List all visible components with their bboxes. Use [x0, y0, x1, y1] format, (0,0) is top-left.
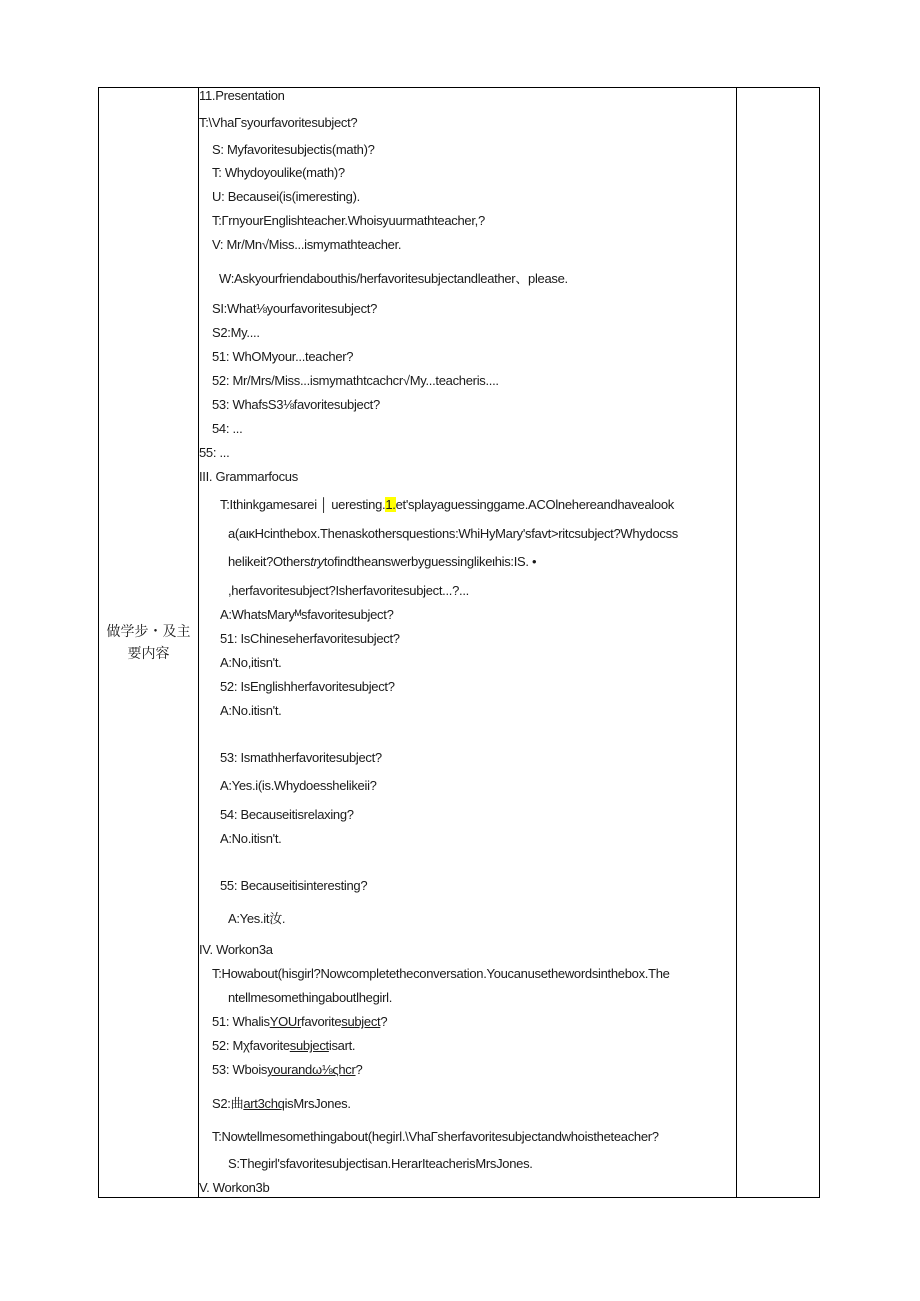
instruction-line: ,herfavoritesubject?Isherfavoritesubject...?... — [228, 583, 469, 598]
dialogue-line — [212, 1093, 351, 1112]
dialogue-line: 53: Ismathherfavoritesubject? — [220, 750, 382, 765]
dialogue-line: A:Yes.i(is.Whydoesshelikeii? — [220, 778, 377, 793]
heading-presentation: 11.Presentation — [199, 88, 285, 103]
dialogue-line: A:Yes.it汝. — [228, 911, 286, 926]
dialogue-line: SI:What⅛yourfavoritesubject? — [212, 301, 378, 316]
text-segment: 53: Wbois — [212, 1062, 268, 1077]
section-label-line: 要内容 — [127, 645, 170, 661]
instruction-line: T:Nowtellmesomethingabout(hegirl.\VhaГsherfavoritesubjectandwhoistheteacher? — [212, 1129, 659, 1144]
fill-in-blank: YOUr — [269, 1014, 302, 1029]
fill-in-blank: subject — [341, 1014, 381, 1029]
dialogue-line: 52: Mr/Mrs/Miss...ismymathtcachcr√My...teacheris.... — [212, 373, 499, 388]
dialogue-line — [212, 1062, 362, 1077]
dialogue-line: V: Mr/Mn√Miss...ismymathteacher. — [212, 237, 402, 252]
text-segment: isMrsJones. — [284, 1096, 351, 1111]
text-segment: ? — [355, 1062, 363, 1077]
instruction-line — [228, 554, 536, 569]
text-segment: 52: Mχfavorite — [212, 1038, 290, 1053]
column-divider — [198, 88, 199, 1197]
instruction-line: a(aικHcinthebox.Thenaskothersquestions:WhiHyMary'sfavt>ritcsubject?Whydocss — [228, 526, 678, 541]
dialogue-line: 54: ... — [212, 421, 243, 436]
instruction-line: W:Askyourfriendabouthis/herfavoritesubjectandleather、please. — [219, 271, 568, 286]
lesson-table — [98, 87, 820, 1198]
dialogue-line: 54: Becauseitisrelaxing? — [220, 807, 354, 822]
fill-in-blank: yourandω⅛ςhcr — [267, 1062, 356, 1077]
text-segment: isart. — [328, 1038, 356, 1053]
dialogue-line: A:WhatsMaryᴹsfavoritesubject? — [220, 607, 394, 622]
dialogue-line: 53: WhafsS3⅛favoritesubject? — [212, 397, 380, 412]
dialogue-line: T: Whydoyoulike(math)? — [212, 165, 345, 180]
italic-text: try — [310, 554, 324, 569]
heading-work-on-3a: IV. Workon3a — [199, 942, 273, 957]
instruction-line: T:Howabout(hisgirl?Nowcompletetheconversation.Youcanusethewordsinthebox.The — [212, 966, 670, 981]
instruction-line: ntellmesomethingaboutlhegirl. — [228, 990, 393, 1005]
highlighted-text: 1. — [385, 497, 396, 512]
text-segment: tofindtheanswerbyguessinglikeιhis:IS. • — [323, 554, 537, 569]
fill-in-blank: subject — [289, 1038, 329, 1053]
dialogue-line: S: Myfavoritesubjectis(math)? — [212, 142, 375, 157]
dialogue-line: 52: IsEnglishherfavoritesubject? — [220, 679, 395, 694]
text-segment: T:Ithinkgamesarei │ ueresting. — [220, 497, 386, 512]
instruction-line — [220, 497, 674, 512]
text-segment: S2:曲 — [212, 1096, 244, 1111]
dialogue-line: 51: WhOMyour...teacher? — [212, 349, 354, 364]
section-label — [99, 620, 198, 664]
dialogue-line: T:\VhaГsyourfavoritesubject? — [199, 115, 358, 130]
dialogue-line — [212, 1038, 355, 1053]
dialogue-line: 51: IsChineseherfavoritesubject? — [220, 631, 400, 646]
dialogue-line: 55: Becauseitisinteresting? — [220, 878, 368, 893]
fill-in-blank: art3chq — [243, 1096, 285, 1111]
dialogue-line — [212, 1014, 387, 1029]
text-segment: favorite — [301, 1014, 342, 1029]
dialogue-line: T:ГrnyourEnglishteacher.Whoisyuurmathteacher,? — [212, 213, 485, 228]
text-segment: 51: Whalis — [212, 1014, 270, 1029]
dialogue-line: S2:My.... — [212, 325, 260, 340]
dialogue-line: A:No.itisn't. — [220, 703, 282, 718]
text-segment: ? — [380, 1014, 388, 1029]
heading-grammar-focus: III. Grammarfocus — [199, 469, 298, 484]
section-label-line: 做学步・及主 — [106, 623, 191, 639]
text-segment: helikeit?Others — [228, 554, 311, 569]
dialogue-line: 55: ... — [199, 445, 230, 460]
column-divider — [736, 88, 737, 1197]
dialogue-line: U: Becausei(is(imeresting). — [212, 189, 360, 204]
dialogue-line: S:Thegirl'sfavoritesubjectisan.HerarIteacherisMrsJones. — [228, 1156, 533, 1171]
dialogue-line: A:No.itisn't. — [220, 831, 282, 846]
dialogue-line: A:No,itisn't. — [220, 655, 282, 670]
heading-work-on-3b: V. Workon3b — [199, 1180, 270, 1195]
text-segment: et'splayaguessinggame.ACOlnehereandhavealook — [395, 497, 674, 512]
